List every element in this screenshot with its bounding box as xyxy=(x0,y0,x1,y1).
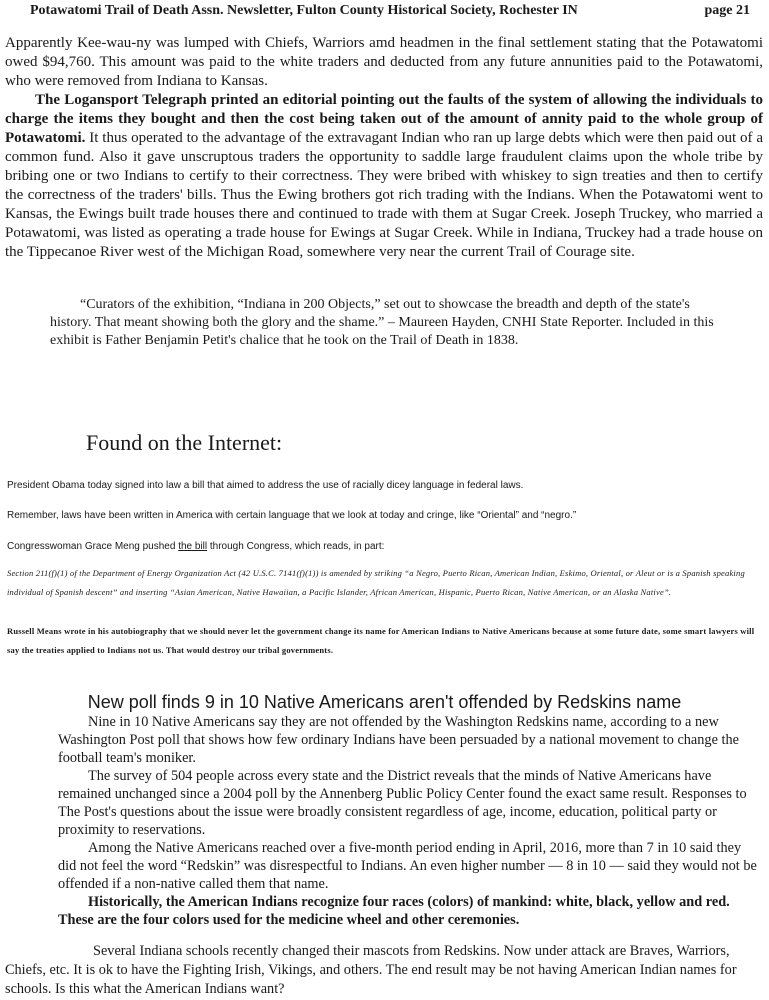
telegraph-rest-text: It thus operated to the advantage of the extravagant Indian who ran up large debts which were then paid out of a common fund. Also it gave unscruptous traders the opportunity to saddle large fraudulent claims upon the whole tribe by bribing one or two Indians to certify to their correctness. They were bribed with whiskey to sign treaties and then to certify the correctness of the traders' bills. Thus the Ewing brothers got rich trading with the Indians. When the Potawatomi went to Kansas, the Ewings built trade houses there and continued to trade with them at Sugar Creek. Joseph Truckey, who married a Potawatomi, was listed as operating a trade house for Ewings at Sugar Creek. While in Indiana, Truckey had a trade house on the Tippecanoe River west of the Michigan Road, somewhere very near the current Trail of Courage site. xyxy=(5,130,763,260)
internet-line-1: President Obama today signed into law a bill that aimed to address the use of racially dicey language in federal laws. xyxy=(7,480,524,491)
poll-paragraph-2: The survey of 504 people across every state and the District reveals that the minds of Native Americans have remained unchanged since a 2004 poll by the Annenberg Public Policy Center found the exact same result. Responses to The Post's questions about the issue were broadly consistent regardless of age, income, education, political party or proximity to reservations. xyxy=(58,768,747,838)
exhibit-quote xyxy=(50,296,720,350)
four-colors-bold-text: Historically, the American Indians recognize four races (colors) of mankind: white, black, yellow and red. These are the four colors used for the medicine wheel and other ceremonies. xyxy=(58,894,730,928)
exhibit-quote-text: “Curators of the exhibition, “Indiana in 200 Objects,” set out to showcase the breadth and depth of the state's history. That meant showing both the glory and the shame.” – Maureen Hayden, CNHI State Reporter. Included in this exhibit is Father Benjamin Petit's chalice that he took on the Trail of Death in 1838. xyxy=(50,297,714,348)
closing-paragraph xyxy=(5,942,763,999)
internet-line-3-post: through Congress, which reads, in part: xyxy=(207,541,385,552)
poll-paragraph-4 xyxy=(0,893,758,929)
internet-line-2: Remember, laws have been written in America with certain language that we look at today and cringe, like “Oriental” and “negro.” xyxy=(7,510,577,521)
closing-text: Several Indiana schools recently changed their mascots from Redskins. Now under attack are Braves, Warriors, Chiefs, etc. It is ok to have the Fighting Irish, Vikings, and others. The end result may be not having American Indian names for schools. Is this what the American Indians want? xyxy=(5,943,737,997)
poll-paragraph-3: Among the Native Americans reached over a five-month period ending in April, 2016, more than 7 in 10 said they did not feel the word “Redskin” was disrespectful to Indians. An even higher number — 8 in 10 — said they would not be offended if a non-native called them that name. xyxy=(58,840,757,892)
russell-means-note: Russell Means wrote in his autobiography that we should never let the government change its name for American Indians to Native Americans because at some future date, some smart lawyers will say the treaties applied to Indians not us. That would destroy our tribal governments. xyxy=(7,626,755,655)
found-on-internet-heading: Found on the Internet: xyxy=(86,430,283,455)
bill-link[interactable]: the bill xyxy=(178,541,208,552)
poll-paragraph-1: Nine in 10 Native Americans say they are not offended by the Washington Redskins name, according to a new Washington Post poll that shows how few ordinary Indians have been persuaded by a national movement to change the football team's moniker. xyxy=(58,714,739,766)
intro-section xyxy=(5,34,763,262)
poll-article xyxy=(58,713,758,929)
internet-line-3-pre: Congresswoman Grace Meng pushed xyxy=(7,541,179,552)
statute-excerpt xyxy=(7,545,765,602)
intro-paragraph-2 xyxy=(5,91,763,262)
header-title: Potawatomi Trail of Death Assn. Newsletter, Fulton County Historical Society, Rochester IN xyxy=(30,3,578,18)
intro-paragraph-1: Apparently Kee-wau-ny was lumped with Chiefs, Warriors amd headmen in the final settlement stating that the Potawatomi owed $94,760. This amount was paid to the white traders and deducted from any future annunities paid to the Potawatomi, who were removed from Indiana to Kansas. xyxy=(5,35,763,89)
telegraph-bold-text: The Logansport Telegraph printed an editorial pointing out the faults of the system of allowing the individuals to charge the items they bought and then the cost being taken out of the amount of annity paid to the whole group of Potawatomi. xyxy=(5,92,763,146)
statute-excerpt-text: Section 211(f)(1) of the Department of Energy Organization Act (42 U.S.C. 7141(f)(1)) is amended by striking “a Negro, Puerto Rican, American Indian, Eskimo, Oriental, or Aleut or is a Spanish speaking individual of Spanish descent” and inserting “Asian American, Native Hawaiian, a Pacific Islander, African American, Hispanic, Puerto Rican, Native American, or an Alaska Native”. xyxy=(7,568,745,597)
poll-heading: New poll finds 9 in 10 Native Americans aren't offended by Redskins name xyxy=(87,692,682,712)
page-header xyxy=(30,3,750,19)
page-number: page 21 xyxy=(704,3,750,18)
